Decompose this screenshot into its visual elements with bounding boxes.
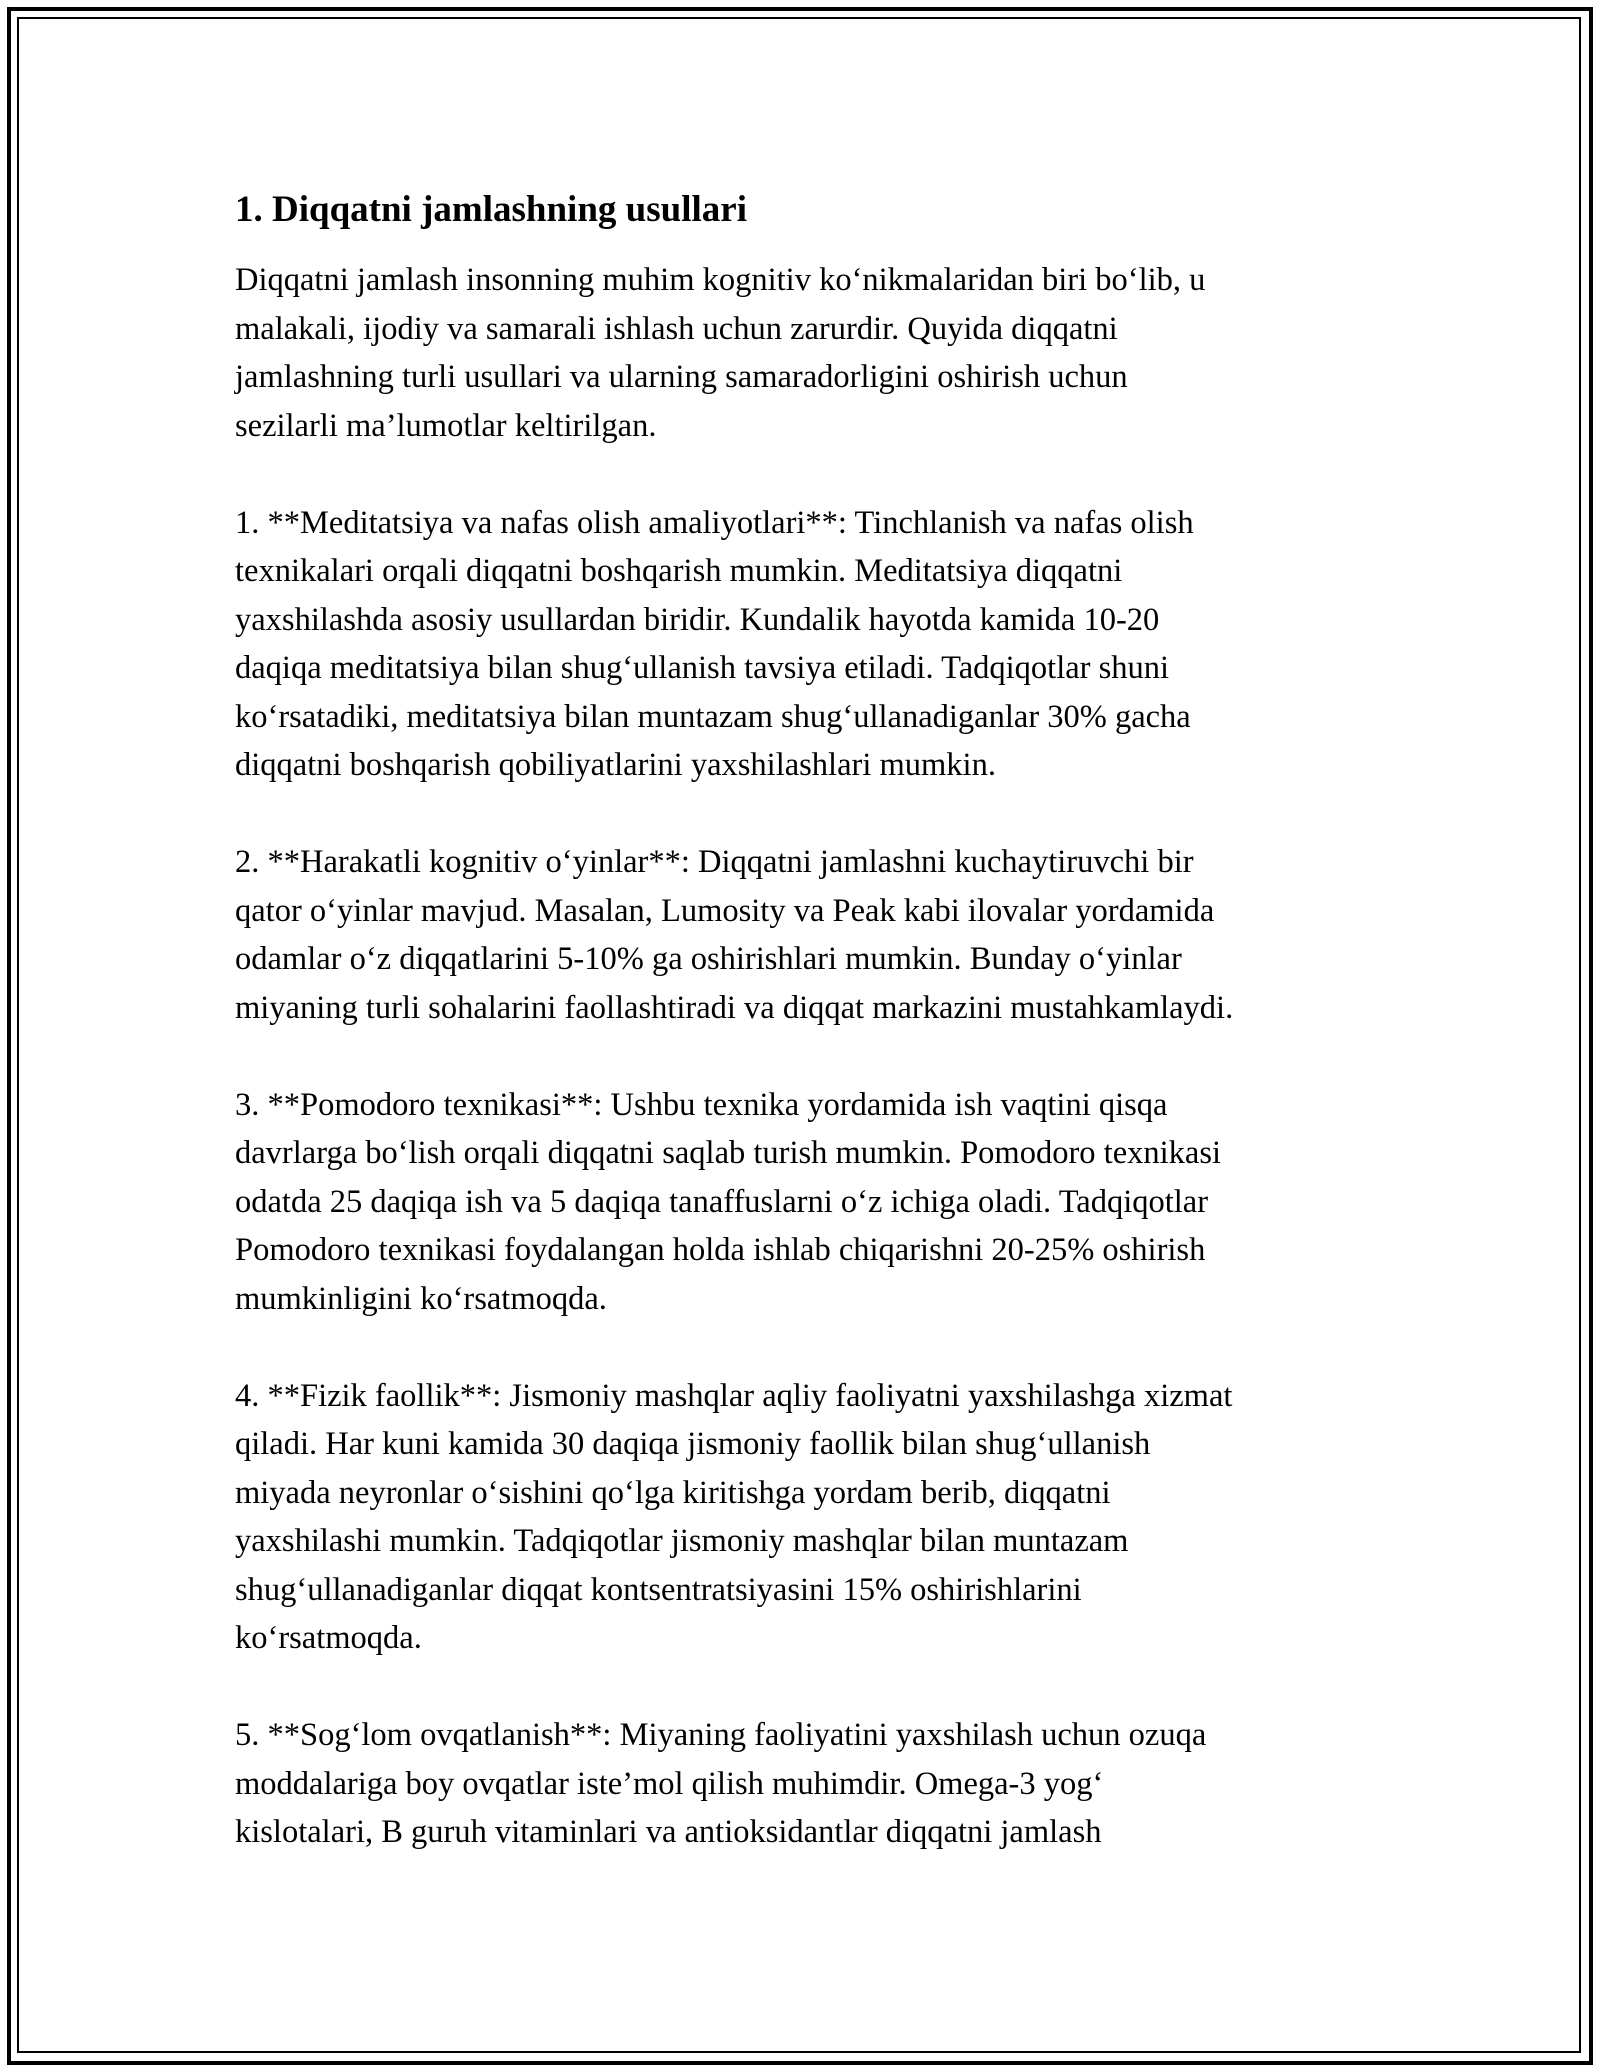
intro-paragraph: Diqqatni jamlash insonning muhim kognitiv ko‘nikmalaridan biri bo‘lib, u malakali, ijodiy va samarali ishlash uchun zarurdir. Quyida diqqatni jamlashning turli usullari va ularning samaradorligini oshirish uchun sezilarli ma’lumotlar keltirilgan. (235, 262, 1206, 444)
paragraph-pomodoro: 3. **Pomodoro texnikasi**: Ushbu texnika yordamida ish vaqtini qisqa davrlarga bo‘lish orqali diqqatni saqlab turish mumkin. Pomodoro texnikasi odatda 25 daqiqa ish va 5 daqiqa tanaffuslarni o‘z ichiga oladi. Tadqiqotlar Pomodoro texnikasi foydalangan holda ishlab chiqarishni 20-25% oshirish mumkinligini ko‘rsatmoqda. (235, 1086, 1221, 1317)
paragraph-meditation: 1. **Meditatsiya va nafas olish amaliyotlari**: Tinchlanish va nafas olish texnikalari orqali diqqatni boshqarish mumkin. Meditatsiya diqqatni yaxshilashda asosiy usullardan biridir. Kundalik hayotda kamida 10-20 daqiqa meditatsiya bilan shug‘ullanish tavsiya etiladi. Tadqiqotlar shuni ko‘rsatadiki, meditatsiya bilan muntazam shug‘ullanadiganlar 30% gacha diqqatni boshqarish qobiliyatlarini yaxshilashlari mumkin. (235, 504, 1194, 783)
document-heading: 1. Diqqatni jamlashning usullari (235, 189, 747, 230)
paragraph-physical-activity: 4. **Fizik faollik**: Jismoniy mashqlar aqliy faoliyatni yaxshilashga xizmat qiladi. Har kuni kamida 30 daqiqa jismoniy faollik bilan shug‘ullanish miyada neyronlar o‘sishini qo‘lga kiritishga yordam berib, diqqatni yaxshilashi mumkin. Tadqiqotlar jismoniy mashqlar bilan muntazam shug‘ullanadiganlar diqqat kontsentratsiyasini 15% oshirishlarini ko‘rsatmoqda. (235, 1377, 1233, 1656)
paragraph-healthy-eating: 5. **Sog‘lom ovqatlanish**: Miyaning faoliyatini yaxshilash uchun ozuqa moddalariga boy ovqatlar iste’mol qilish muhimdir. Omega-3 yog‘ kislotalari, B guruh vitaminlari va antioksidantlar diqqatni jamlash (235, 1717, 1207, 1850)
paragraph-cognitive-games: 2. **Harakatli kognitiv o‘yinlar**: Diqqatni jamlashni kuchaytiruvchi bir qator o‘yinlar mavjud. Masalan, Lumosity va Peak kabi ilovalar yordamida odamlar o‘z diqqatlarini 5-10% ga oshirishlari mumkin. Bunday o‘yinlar miyaning turli sohalarini faollashtiradi va diqqat markazini mustahkamlaydi. (235, 844, 1234, 1026)
document-body (235, 186, 1385, 1905)
